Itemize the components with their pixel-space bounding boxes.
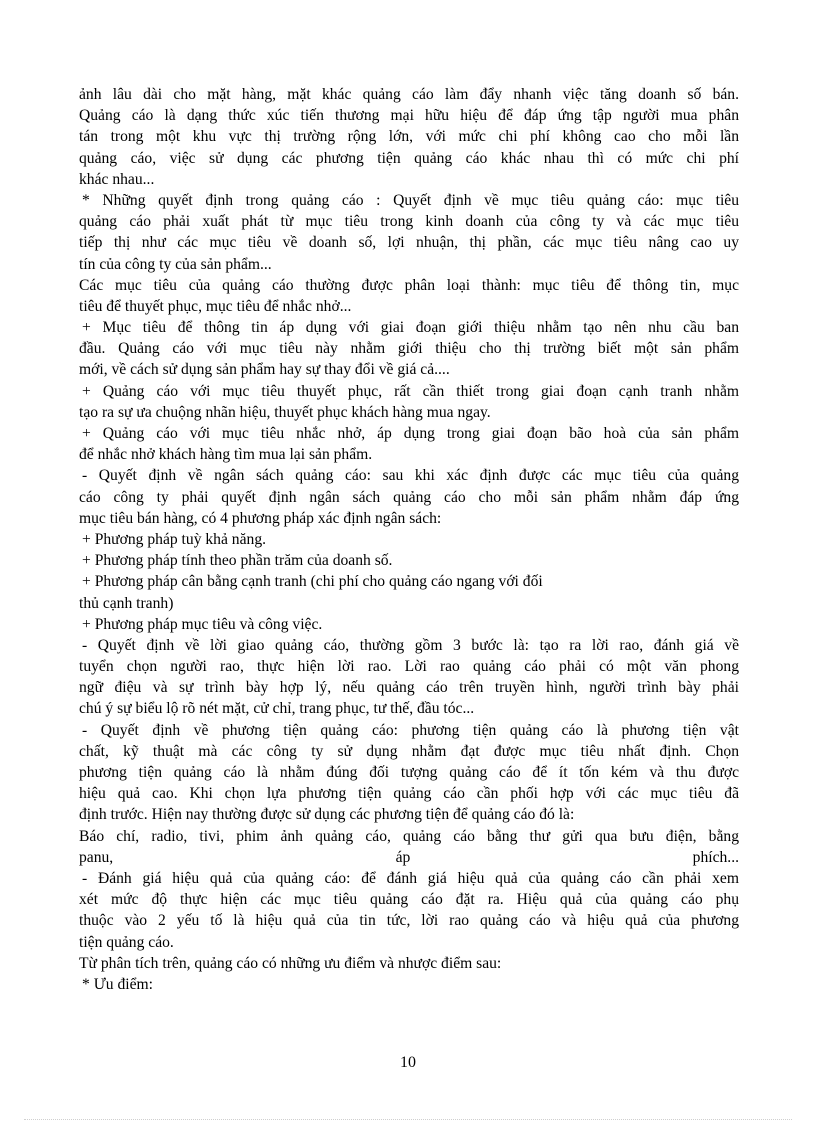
- text-line: quảng cáo phải xuất phát từ mục tiêu trong kinh doanh của công ty và các mục tiêu: [79, 213, 739, 231]
- text-line: Báo chí, radio, tivi, phim ảnh quảng cáo, quảng cáo bằng thư gửi qua bưu điện, bằng: [79, 827, 739, 845]
- text-line: + Phương pháp mục tiêu và công việc.: [82, 615, 323, 633]
- text-line: thủ cạnh tranh): [79, 594, 174, 612]
- text-line: hiệu quả cao. Khi chọn lựa phương tiện quảng cáo cần phối hợp với các mục tiêu đã: [79, 785, 739, 803]
- text-line: mục tiêu bán hàng, có 4 phương pháp xác định ngân sách:: [79, 509, 442, 527]
- text-line: + Mục tiêu để thông tin áp dụng với giai đoạn giới thiệu nhằm tạo nên nhu cầu ban: [82, 319, 739, 337]
- text-line: Các mục tiêu của quảng cáo thường được phân loại thành: mục tiêu để thông tin, mục: [79, 276, 739, 294]
- text-line: thuộc vào 2 yếu tố là hiệu quả của tin tức, lời rao quảng cáo và hiệu quả của phương: [79, 912, 739, 930]
- text-line: - Đánh giá hiệu quả của quảng cáo: để đánh giá hiệu quả của quảng cáo cần phải xem: [82, 869, 739, 887]
- text-line: - Quyết định về lời giao quảng cáo, thường gồm 3 bước là: tạo ra lời rao, đánh giá về: [82, 636, 739, 654]
- text-line: + Quảng cáo với mục tiêu nhắc nhở, áp dụng trong giai đoạn bão hoà của sản phẩm: [82, 425, 739, 442]
- text-line: ảnh lâu dài cho mặt hàng, mặt khác quảng cáo làm đẩy nhanh việc tăng doanh số bán.: [79, 86, 739, 103]
- text-line: tiếp thị như các mục tiêu về doanh số, lợi nhuận, thị phần, các mục tiêu nâng cao uy: [79, 234, 739, 252]
- text-line: + Phương pháp cân bằng cạnh tranh (chi phí cho quảng cáo ngang với đối: [82, 573, 543, 591]
- text-line: chú ý sự biểu lộ rõ nét mặt, cử chỉ, trang phục, tư thế, đầu tóc...: [79, 700, 475, 718]
- text-line: * Ưu điểm:: [82, 975, 154, 993]
- text-line: + Quảng cáo với mục tiêu thuyết phục, rất cần thiết trong giai đoạn cạnh tranh nhằm: [82, 382, 739, 400]
- text-line: phương tiện quảng cáo là nhằm đúng đối tượng quảng cáo để ít tốn kém và thu được: [79, 764, 739, 781]
- text-line: xét mức độ thực hiện các mục tiêu quảng cáo đặt ra. Hiệu quả của quảng cáo phụ: [79, 891, 739, 909]
- text-line: chất, kỹ thuật mà các công ty sử dụng nhằm đạt được mục tiêu nhất định. Chọn: [79, 742, 739, 760]
- text-line: + Phương pháp tính theo phần trăm của doanh số.: [82, 552, 393, 570]
- text-line: * Những quyết định trong quảng cáo : Quyết định về mục tiêu quảng cáo: mục tiêu: [82, 191, 739, 209]
- text-line: Quảng cáo là dạng thức xúc tiến thương mại hữu hiệu để đáp ứng tập người mua phân: [79, 107, 739, 125]
- text-line: cáo công ty phải quyết định ngân sách quảng cáo cho mỗi sản phẩm nhằm đáp ứng: [79, 488, 739, 506]
- text-line: - Quyết định về ngân sách quảng cáo: sau khi xác định được các mục tiêu của quảng: [82, 467, 739, 485]
- text-line: panu, áp phích...: [79, 848, 739, 866]
- text-line: ngữ điệu và sự trình bày hợp lý, nếu quảng cáo trên truyền hình, người trình bày phải: [79, 679, 739, 697]
- text-line: tán trong một khu vực thị trường rộng lớn, với mức chi phí không cao cho mỗi lần: [79, 128, 739, 146]
- text-line: đầu. Quảng cáo với mục tiêu này nhằm giới thiệu cho thị trường biết một sản phẩm: [79, 340, 739, 358]
- page-bottom-divider: [24, 1119, 792, 1120]
- text-line: tiêu để thuyết phục, mục tiêu để nhắc nhở...: [79, 297, 352, 315]
- text-line: định trước. Hiện nay thường được sử dụng các phương tiện để quảng cáo đó là:: [79, 806, 575, 824]
- text-line: quảng cáo, việc sử dụng các phương tiện quảng cáo khác nhau thì có mức chi phí: [79, 149, 739, 167]
- page-number: 10: [400, 1054, 416, 1071]
- text-line: tạo ra sự ưa chuộng nhãn hiệu, thuyết phục khách hàng mua ngay.: [79, 403, 491, 421]
- document-body: [79, 84, 739, 995]
- text-line: mới, về cách sử dụng sản phẩm hay sự thay đổi về giá cả....: [79, 361, 450, 379]
- text-line: - Quyết định về phương tiện quảng cáo: phương tiện quảng cáo là phương tiện vật: [82, 721, 739, 739]
- text-line: khác nhau...: [79, 170, 155, 188]
- text-line: tín của công ty của sản phẩm...: [79, 255, 272, 273]
- text-line: Từ phân tích trên, quảng cáo có những ưu điểm và nhược điểm sau:: [79, 954, 502, 972]
- text-line: tuyển chọn người rao, thực hiện lời rao. Lời rao quảng cáo phải có một văn phong: [79, 658, 739, 676]
- text-line: để nhắc nhở khách hàng tìm mua lại sản phẩm.: [79, 446, 373, 464]
- text-line: tiện quảng cáo.: [79, 933, 174, 951]
- text-line: + Phương pháp tuỳ khả năng.: [82, 530, 267, 548]
